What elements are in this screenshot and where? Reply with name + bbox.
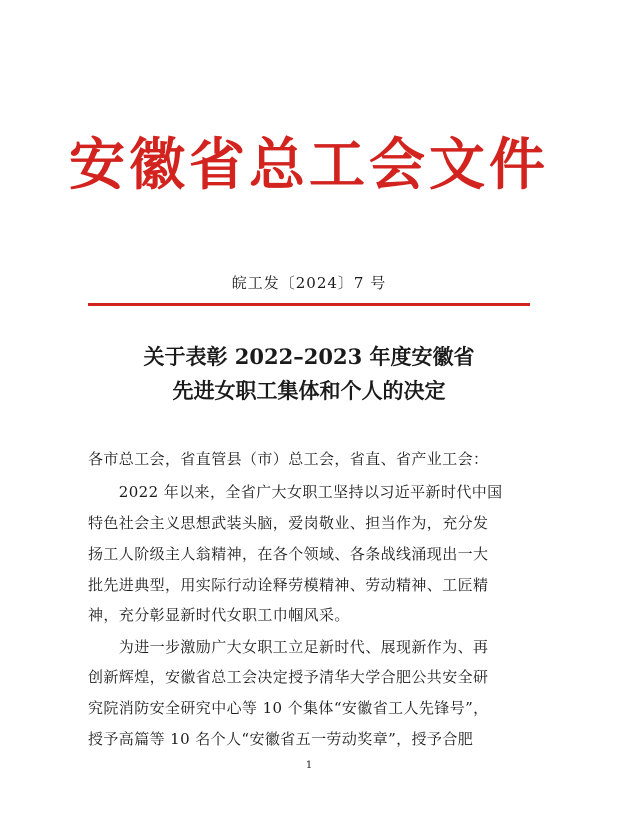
body-line: 究院消防安全研究中心等 10 个集体“安徽省工人先锋号”， (88, 699, 489, 717)
document-title-line-1: 关于表彰 2022–2023 年度安徽省 (143, 344, 475, 369)
body-line: 特色社会主义思想武装头脑，爱岗敬业、担当作为，充分发 (88, 514, 489, 532)
body-line: 扬工人阶级主人翁精神，在各个领域、各条战线涌现出一大 (88, 545, 489, 563)
body-line: 为进一步激励广大女职工立足新时代、展现新作为、再 (88, 638, 489, 656)
body-line: 授予高篇等 10 名个人“安徽省五一劳动奖章”，授予合肥 (88, 730, 474, 748)
body-line: 批先进典型，用实际行动诠释劳模精神、劳动精神、工匠精 (88, 576, 489, 594)
body-line: 创新辉煌，安徽省总工会决定授予清华大学合肥公共安全研 (88, 668, 489, 686)
body-line: 各市总工会，省直管县（市）总工会，省直、省产业工会： (88, 450, 489, 468)
body-line: 神，充分彰显新时代女职工巾帼风采。 (88, 606, 350, 624)
document-number: 皖工发〔2024〕7 号 (231, 274, 387, 292)
body-line: 2022 年以来，全省广大女职工坚持以习近平新时代中国 (88, 483, 503, 501)
page-number: 1 (305, 760, 313, 771)
document-title-line-2: 先进女职工集体和个人的决定 (172, 378, 446, 403)
red-divider-line (88, 303, 530, 306)
masthead-title: 安徽省总工会文件 (69, 133, 549, 198)
